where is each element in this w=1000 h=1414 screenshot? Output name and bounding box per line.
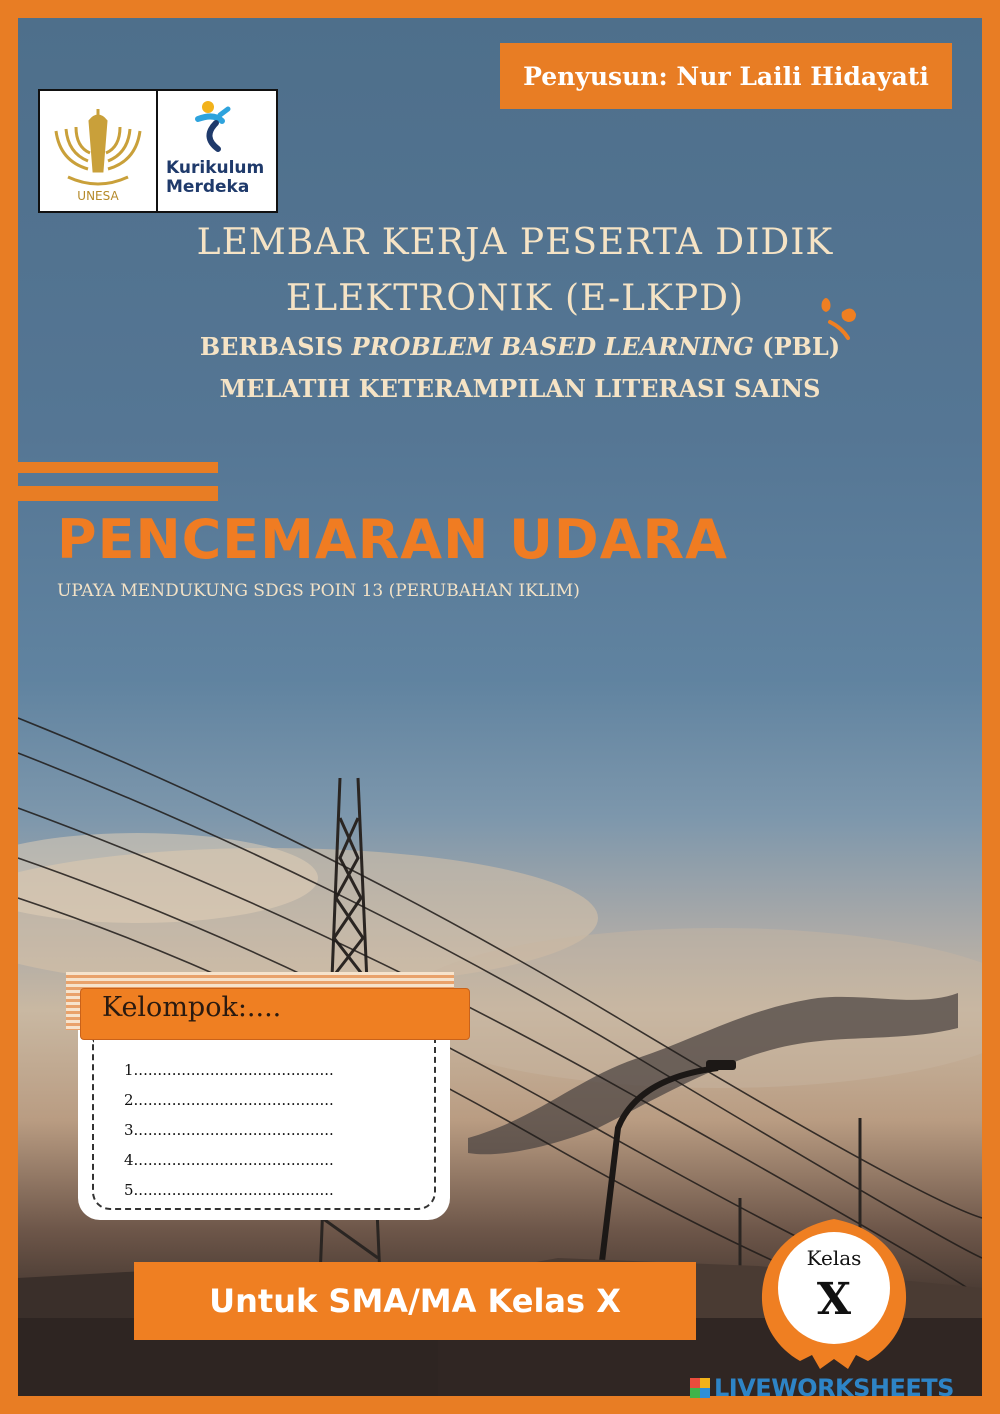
member-line[interactable]: 4.......................................... (124, 1151, 334, 1169)
topic-title: PENCEMARAN UDARA (57, 508, 728, 571)
worksheet-subtitle (140, 326, 900, 410)
kurikulum-merdeka-figure-icon (158, 91, 274, 161)
member-list (124, 1060, 334, 1210)
title-line-2: ELEKTRONIK (E-LKPD) (285, 278, 745, 319)
class-badge-word: Kelas (806, 1246, 862, 1270)
accent-bar-top (18, 462, 218, 473)
member-line[interactable]: 3.......................................... (124, 1121, 334, 1139)
subtitle-prefix: BERBASIS (199, 332, 352, 361)
logo-box (38, 89, 278, 213)
member-line[interactable]: 5.......................................... (124, 1181, 334, 1199)
title-line-1: LEMBAR KERJA PESERTA DIDIK (196, 222, 834, 263)
subtitle-italic: PROBLEM BASED LEARNING (351, 332, 754, 361)
author-label: Penyusun: Nur Laili Hidayati (523, 61, 929, 91)
audience-label: Untuk SMA/MA Kelas X (209, 1282, 621, 1320)
liveworksheets-watermark[interactable] (690, 1374, 954, 1402)
subtitle-line-1 (140, 326, 900, 368)
subtitle-suffix: (PBL) (753, 332, 841, 361)
topic-subtitle: UPAYA MENDUKUNG SDGS POIN 13 (PERUBAHAN IKLIM) (57, 581, 580, 601)
accent-bar-bottom (18, 486, 218, 501)
watermark-text: LIVEWORKSHEETS (714, 1374, 954, 1402)
unesa-logo (40, 91, 158, 211)
subtitle-line-2: MELATIH KETERAMPILAN LITERASI SAINS (219, 374, 821, 403)
liveworksheets-logo-icon (690, 1378, 710, 1398)
kurikulum-merdeka-text (166, 159, 264, 197)
member-line[interactable]: 1.......................................... (124, 1061, 334, 1079)
kurikulum-line: Kurikulum (166, 158, 265, 178)
merdeka-line: Merdeka (166, 177, 250, 197)
audience-banner (134, 1262, 696, 1340)
worksheet-title (120, 215, 910, 327)
unesa-text: UNESA (77, 189, 119, 203)
member-line[interactable]: 2.......................................... (124, 1091, 334, 1109)
author-banner (500, 43, 952, 109)
class-badge-value: X (816, 1274, 852, 1325)
kurikulum-merdeka-logo (158, 91, 276, 211)
group-label[interactable]: Kelompok:.... (102, 992, 282, 1023)
